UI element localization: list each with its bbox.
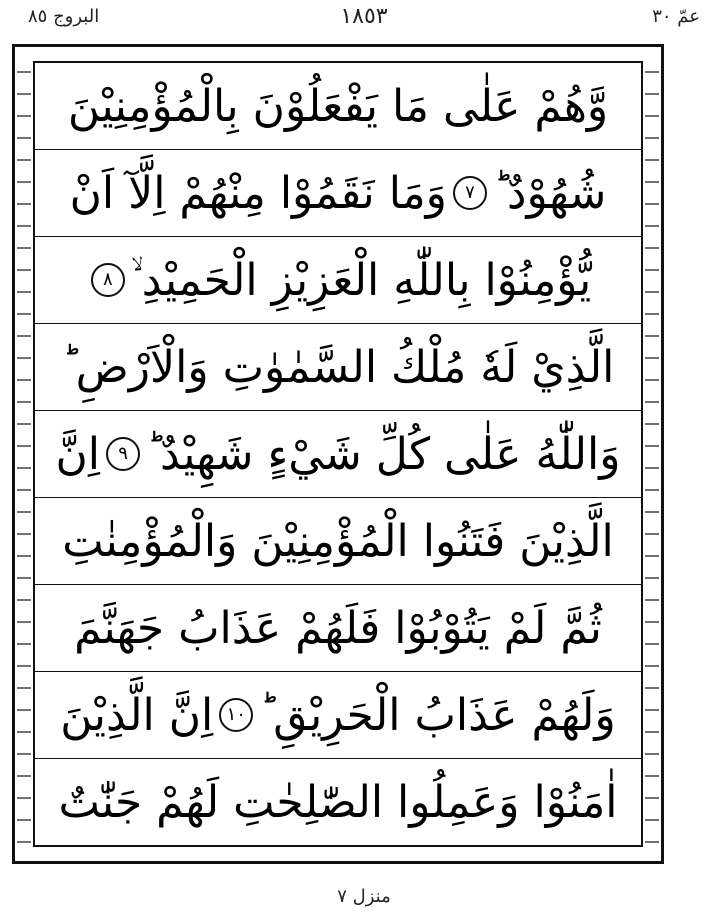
ayah-number-marker: ١٠: [219, 698, 253, 732]
verse-line: [35, 585, 641, 672]
verse-line: [35, 237, 641, 324]
manzil-label: منزل ٧: [337, 886, 391, 907]
verse-text: شُهُوْدٌ ؕ: [492, 167, 607, 219]
verse-text: الَّذِيْ لَهٗ مُلْكُ السَّمٰوٰتِ وَالْاَرْضِ ؕ: [61, 341, 615, 393]
verse-line: [35, 498, 641, 585]
ayah-number-marker: ٨: [91, 263, 125, 297]
border-ornament-right: [645, 61, 659, 847]
juz-label: عمّ ٣٠: [652, 6, 700, 27]
surah-name-label: البروج ٨٥: [28, 6, 100, 27]
verse-text: اِنَّ: [55, 428, 101, 480]
verse-lines: [35, 63, 641, 845]
verse-line: [35, 63, 641, 150]
ayah-number-marker: ٩: [106, 437, 140, 471]
page-number: ١٨٥٣: [340, 4, 388, 29]
verse-text: وَلَهُمْ عَذَابُ الْحَرِيْقِ ؕ: [259, 689, 616, 741]
verse-line: [35, 672, 641, 759]
verse-text: الَّذِيْنَ فَتَنُوا الْمُؤْمِنِيْنَ وَالْمُؤْمِنٰتِ: [62, 515, 614, 567]
verse-text: وَاللّٰهُ عَلٰى كُلِّ شَيْءٍ شَهِيْدٌ ؕ: [146, 428, 621, 480]
verse-text: وَمَا نَقَمُوْا مِنْهُمْ اِلَّآ اَنْ: [69, 167, 447, 219]
text-area: [33, 61, 643, 847]
verse-text: يُّؤْمِنُوْا بِاللّٰهِ الْعَزِيْزِ الْحَمِيْدِ ۙ: [130, 254, 592, 306]
border-ornament-left: [17, 61, 31, 847]
page-frame: [12, 44, 664, 864]
verse-text: اِنَّ الَّذِيْنَ: [60, 689, 214, 741]
verse-text: وَّهُمْ عَلٰى مَا يَفْعَلُوْنَ بِالْمُؤْمِنِيْنَ: [67, 80, 609, 132]
verse-line: [35, 411, 641, 498]
verse-line: [35, 150, 641, 237]
page-header: [0, 0, 728, 40]
verse-line: [35, 759, 641, 845]
ayah-number-marker: ٧: [453, 176, 487, 210]
verse-line: [35, 324, 641, 411]
verse-text: اٰمَنُوْا وَعَمِلُوا الصّٰلِحٰتِ لَهُمْ جَنّٰتٌ: [58, 776, 618, 828]
verse-text: ثُمَّ لَمْ يَتُوْبُوْا فَلَهُمْ عَذَابُ جَهَنَّمَ: [74, 602, 602, 654]
